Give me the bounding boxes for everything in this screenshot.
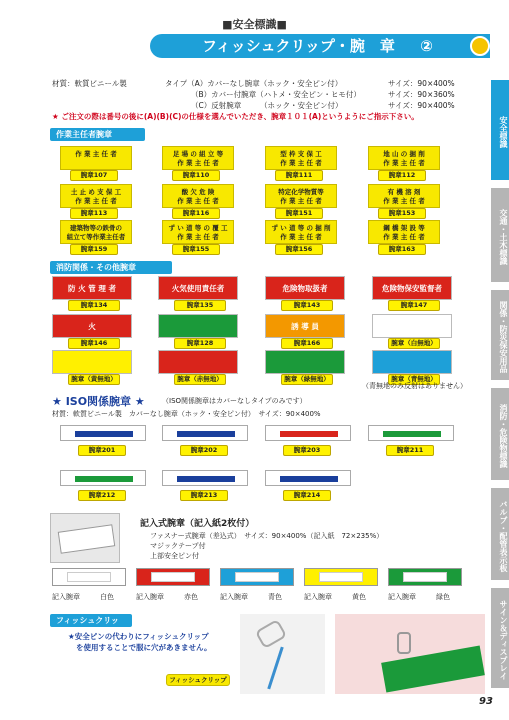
side-tab-1[interactable]: 安全標識 <box>491 80 509 180</box>
product-code-label: 腕章107 <box>70 170 118 181</box>
iso-stripe <box>280 431 338 437</box>
armband <box>158 350 238 374</box>
writein-slot <box>67 572 111 582</box>
work-plate: 有 機 溶 剤 作 業 主 任 者 <box>368 184 440 208</box>
iso-subtitle: （ISO関係腕章はカバーなしタイプのみです） <box>162 397 307 405</box>
writein-slot <box>319 572 363 582</box>
section-fire: 消防関係・その他腕章 <box>50 261 172 274</box>
product-code-label: 腕章143 <box>281 300 333 311</box>
writein-color-name: 緑色 <box>436 593 450 601</box>
size-list <box>388 78 455 111</box>
iso-stripe <box>383 431 441 437</box>
type-a: タイプ（A）カバーなし腕章（ホック・安全ピン付） <box>165 79 343 88</box>
type-list <box>165 78 385 111</box>
size-a: サイズ：90×400% <box>388 79 455 88</box>
side-tab-4[interactable]: 消防・危険物標識 <box>491 388 509 480</box>
product-code-label: 腕章203 <box>283 445 331 456</box>
fishclip-description <box>68 631 211 653</box>
work-plate: 建築物等の鉄骨の 組立て等作業主任者 <box>60 220 132 244</box>
iso-armband <box>162 425 248 441</box>
fishclip-worn-photo <box>335 614 485 694</box>
product-code-label: 腕章113 <box>70 208 118 219</box>
product-code-label: 腕章211 <box>386 445 434 456</box>
page-title-banner <box>150 34 490 58</box>
side-tab-2[interactable]: 交通・土木標識 <box>491 188 509 282</box>
iso-spec: 材質：軟質ビニール製 カバーなし腕章（ホック・安全ピン付） サイズ：90×400% <box>52 410 321 418</box>
product-code-label: 腕章214 <box>283 490 331 501</box>
product-code-label: 腕章111 <box>275 170 323 181</box>
fishclip-desc-2: を使用することで服に穴があきません。 <box>76 643 212 652</box>
fire-note: （青無地のみ反射はありません） <box>362 382 467 390</box>
writein-label: 記入腕章 <box>52 593 80 601</box>
product-code-label: 腕章135 <box>174 300 226 311</box>
product-code-label: 腕章151 <box>275 208 323 219</box>
armband: 火気使用責任者 <box>158 276 238 300</box>
product-code-label: 腕章153 <box>378 208 426 219</box>
writein-spec-2: マジックテープ付 <box>150 542 206 550</box>
writein-label: 記入腕章 <box>388 593 416 601</box>
work-plate: 足 場 の 組 立 等 作 業 主 任 者 <box>162 146 234 170</box>
page-number: 93 <box>479 696 493 707</box>
writein-spec-1: ファスナー式腕章（差込式） サイズ：90×400%（記入紙 72×235%） <box>150 532 384 540</box>
iso-stripe <box>177 431 235 437</box>
side-tab-5[interactable]: バルブ・配管表示板 <box>491 488 509 580</box>
armband: 防 火 管 理 者 <box>52 276 132 300</box>
product-code-label: 腕章202 <box>180 445 228 456</box>
armband: 危険物保安監督者 <box>372 276 452 300</box>
work-plate: 鋼 橋 架 設 等 作 業 主 任 者 <box>368 220 440 244</box>
iso-armband <box>60 470 146 486</box>
type-b: （B）カバー付腕章（ハトメ・安全ピン・ヒモ付） <box>191 90 361 99</box>
product-code-label: 腕章110 <box>172 170 220 181</box>
writein-color-name: 白色 <box>100 593 114 601</box>
iso-title: ★ ISO関係腕章 ★ <box>52 395 145 408</box>
product-code-label: 腕章155 <box>172 244 220 255</box>
work-plate: 型 枠 支 保 工 作 業 主 任 者 <box>265 146 337 170</box>
work-plate: ず い 道 等 の 覆 工 作 業 主 任 者 <box>162 220 234 244</box>
writein-armband <box>304 568 378 586</box>
category-title: ■安全標識■ <box>222 18 287 31</box>
iso-armband <box>60 425 146 441</box>
writein-spec-3: 上部安全ピン付 <box>150 552 199 560</box>
product-code-label: 腕章134 <box>68 300 120 311</box>
iso-armband <box>368 425 454 441</box>
side-tab-6[interactable]: サイン＆ディスプレイ <box>491 588 509 688</box>
armband: 誘 導 員 <box>265 314 345 338</box>
page-title: フィッシュクリップ・腕 章 <box>202 37 395 55</box>
writein-color-name: 青色 <box>268 593 282 601</box>
fishclip-desc-1: ★安全ピンの代わりにフィッシュクリップ <box>68 632 209 641</box>
size-b: サイズ：90×360% <box>388 90 455 99</box>
page-title-number: ② <box>420 37 433 55</box>
product-code-label: 腕章159 <box>70 244 118 255</box>
product-code-label: 腕章（緑無地） <box>281 374 333 385</box>
product-code-label: 腕章112 <box>378 170 426 181</box>
work-plate: 特定化学物質等 作 業 主 任 者 <box>265 184 337 208</box>
work-plate: 作 業 主 任 者 <box>60 146 132 170</box>
product-code-label: 腕章147 <box>388 300 440 311</box>
size-c: サイズ：90×400% <box>388 101 455 110</box>
work-plate: 土 止 め 支 保 工 作 業 主 任 者 <box>60 184 132 208</box>
writein-slot <box>151 572 195 582</box>
section-work-leader: 作業主任者腕章 <box>50 128 145 141</box>
work-plate: 酸 欠 危 険 作 業 主 任 者 <box>162 184 234 208</box>
iso-armband <box>265 425 351 441</box>
writein-title: 記入式腕章（記入紙2枚付） <box>140 519 255 529</box>
writein-label: 記入腕章 <box>136 593 164 601</box>
product-code-label: 腕章166 <box>281 338 333 349</box>
armband <box>265 350 345 374</box>
writein-label: 記入腕章 <box>220 593 248 601</box>
product-code-label: 腕章116 <box>172 208 220 219</box>
product-code-label: 腕章213 <box>180 490 228 501</box>
star-badge-icon <box>470 36 490 56</box>
work-plate: ず い 道 等 の 掘 削 作 業 主 任 者 <box>265 220 337 244</box>
iso-stripe <box>177 476 235 482</box>
product-code-label: 腕章（黄無地） <box>68 374 120 385</box>
writein-color-name: 黄色 <box>352 593 366 601</box>
writein-label: 記入腕章 <box>304 593 332 601</box>
work-plate: 地 山 の 掘 削 作 業 主 任 者 <box>368 146 440 170</box>
product-code-label: 腕章（白無地） <box>388 338 440 349</box>
writein-armband <box>136 568 210 586</box>
product-code-label: 腕章212 <box>78 490 126 501</box>
writein-armband <box>388 568 462 586</box>
order-note: ★ ご注文の際は番号の後に(A)(B)(C)の仕様を選んでいただき、腕章１０１(A)というようにご指示下さい。 <box>52 112 419 121</box>
armband <box>158 314 238 338</box>
writein-slot <box>235 572 279 582</box>
iso-stripe <box>280 476 338 482</box>
product-code-label: 腕章（青無地） <box>388 374 440 385</box>
armband: 火 <box>52 314 132 338</box>
writein-specs <box>150 531 383 561</box>
iso-armband <box>162 470 248 486</box>
product-code-label: 腕章201 <box>78 445 126 456</box>
iso-stripe <box>75 431 133 437</box>
armband <box>52 350 132 374</box>
section-fishclip: フィッシュクリップ <box>50 614 132 627</box>
iso-armband <box>265 470 351 486</box>
armband: 危険物取扱者 <box>265 276 345 300</box>
fishclip-photo <box>240 614 325 694</box>
writein-product-image <box>50 513 120 563</box>
armband <box>372 350 452 374</box>
type-c: （C）反射腕章 （ホック・安全ピン付） <box>191 101 343 110</box>
writein-armband <box>220 568 294 586</box>
writein-armband <box>52 568 126 586</box>
side-tab-3[interactable]: 関係・防災保安用品 <box>491 290 509 380</box>
product-code-label: 腕章163 <box>378 244 426 255</box>
armband <box>372 314 452 338</box>
iso-stripe <box>75 476 133 482</box>
writein-slot <box>403 572 447 582</box>
product-code-label: 腕章146 <box>68 338 120 349</box>
product-code-label: 腕章128 <box>174 338 226 349</box>
writein-color-name: 赤色 <box>184 593 198 601</box>
product-code-label: 腕章（赤無地） <box>174 374 226 385</box>
product-code-label: 腕章156 <box>275 244 323 255</box>
material-text: 材質：軟質ビニール製 <box>52 79 127 88</box>
fishclip-label: フィッシュクリップ <box>166 674 230 686</box>
